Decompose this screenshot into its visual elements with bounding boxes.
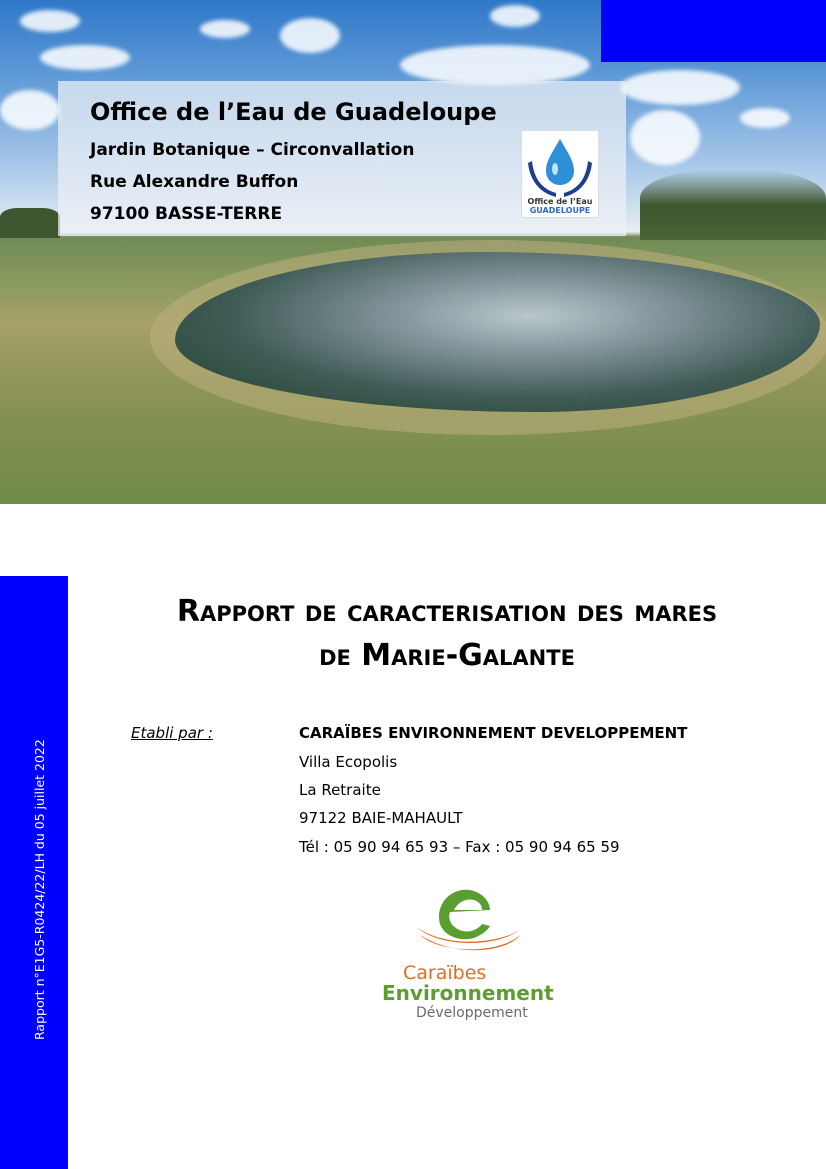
author-company: CARAÏBES ENVIRONNEMENT DEVELOPPEMENT: [299, 724, 688, 742]
address-line-1: Jardin Botanique – Circonvallation: [90, 140, 415, 160]
author-address-2: La Retraite: [299, 781, 381, 799]
org-name: Office de l’Eau de Guadeloupe: [90, 98, 497, 126]
report-reference: Rapport n°E1G5-R0424/22/LH du 05 juillet 2022: [32, 739, 47, 1040]
author-address-1: Villa Ecopolis: [299, 753, 398, 771]
logo-text-bottom: GUADELOUPE: [529, 206, 591, 215]
header-accent-block: [601, 0, 826, 62]
author-phone-fax: Tél : 05 90 94 65 93 – Fax : 05 90 94 65 59: [299, 838, 620, 856]
author-label: Etabli par :: [131, 724, 213, 742]
address-line-2: Rue Alexandre Buffon: [90, 172, 299, 192]
logo-text-top: Office de l’Eau: [527, 197, 593, 206]
report-title-line-2: de Marie-Galante: [319, 638, 575, 673]
report-title-line-1: Rapport de caracterisation des mares: [176, 594, 718, 629]
ced-logo-line-2: Environnement: [382, 981, 554, 1005]
ced-e-logo-icon: [370, 880, 570, 965]
ced-logo-line-1: Caraïbes: [403, 962, 487, 984]
report-title: [68, 590, 826, 678]
ced-logo-line-3: Développement: [416, 1005, 528, 1021]
office-eau-logo: [521, 130, 599, 218]
address-line-3: 97100 BASSE-TERRE: [90, 204, 283, 224]
author-address-3: 97122 BAIE-MAHAULT: [299, 809, 463, 827]
cover-photo-pond: [0, 0, 826, 504]
